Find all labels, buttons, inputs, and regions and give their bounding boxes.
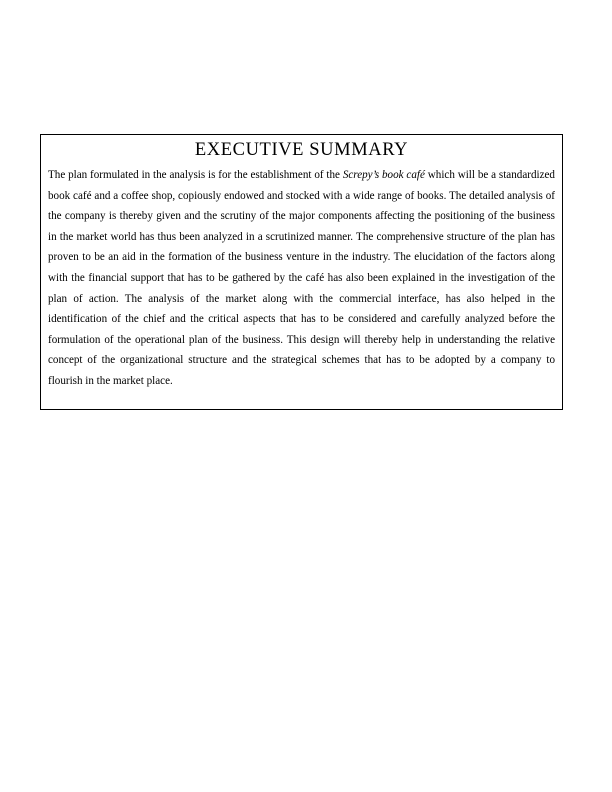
executive-summary-box	[40, 134, 563, 410]
page-title: EXECUTIVE SUMMARY	[194, 140, 409, 160]
summary-text-rest: which will be a standardized book café and a coffee shop, copiously endowed and stocked with a wide range of books. The detailed analysis of the company is thereby given and the scrutiny of the major components affecting the positioning of the business in the market world has thus been analyzed in a scrutinized manner. The comprehensive structure of the plan has proven to be an aid in the formation of the business venture in the industry. The elucidation of the factors along with the financial support that has to be gathered by the café has also been explained in the investigation of the plan of action. The analysis of the market along with the commercial interface, has also helped in the identification of the chief and the critical aspects that has to be considered and carefully analyzed before the formulation of the operational plan of the business. This design will thereby help in understanding the relative concept of the organizational structure and the strategical schemes that has to be adopted by a company to flourish in the market place.	[48, 169, 555, 387]
summary-text-start: The plan formulated in the analysis is for the establishment of the	[48, 169, 343, 181]
business-name: Screpy’s book café	[342, 169, 425, 181]
summary-paragraph	[48, 165, 555, 392]
